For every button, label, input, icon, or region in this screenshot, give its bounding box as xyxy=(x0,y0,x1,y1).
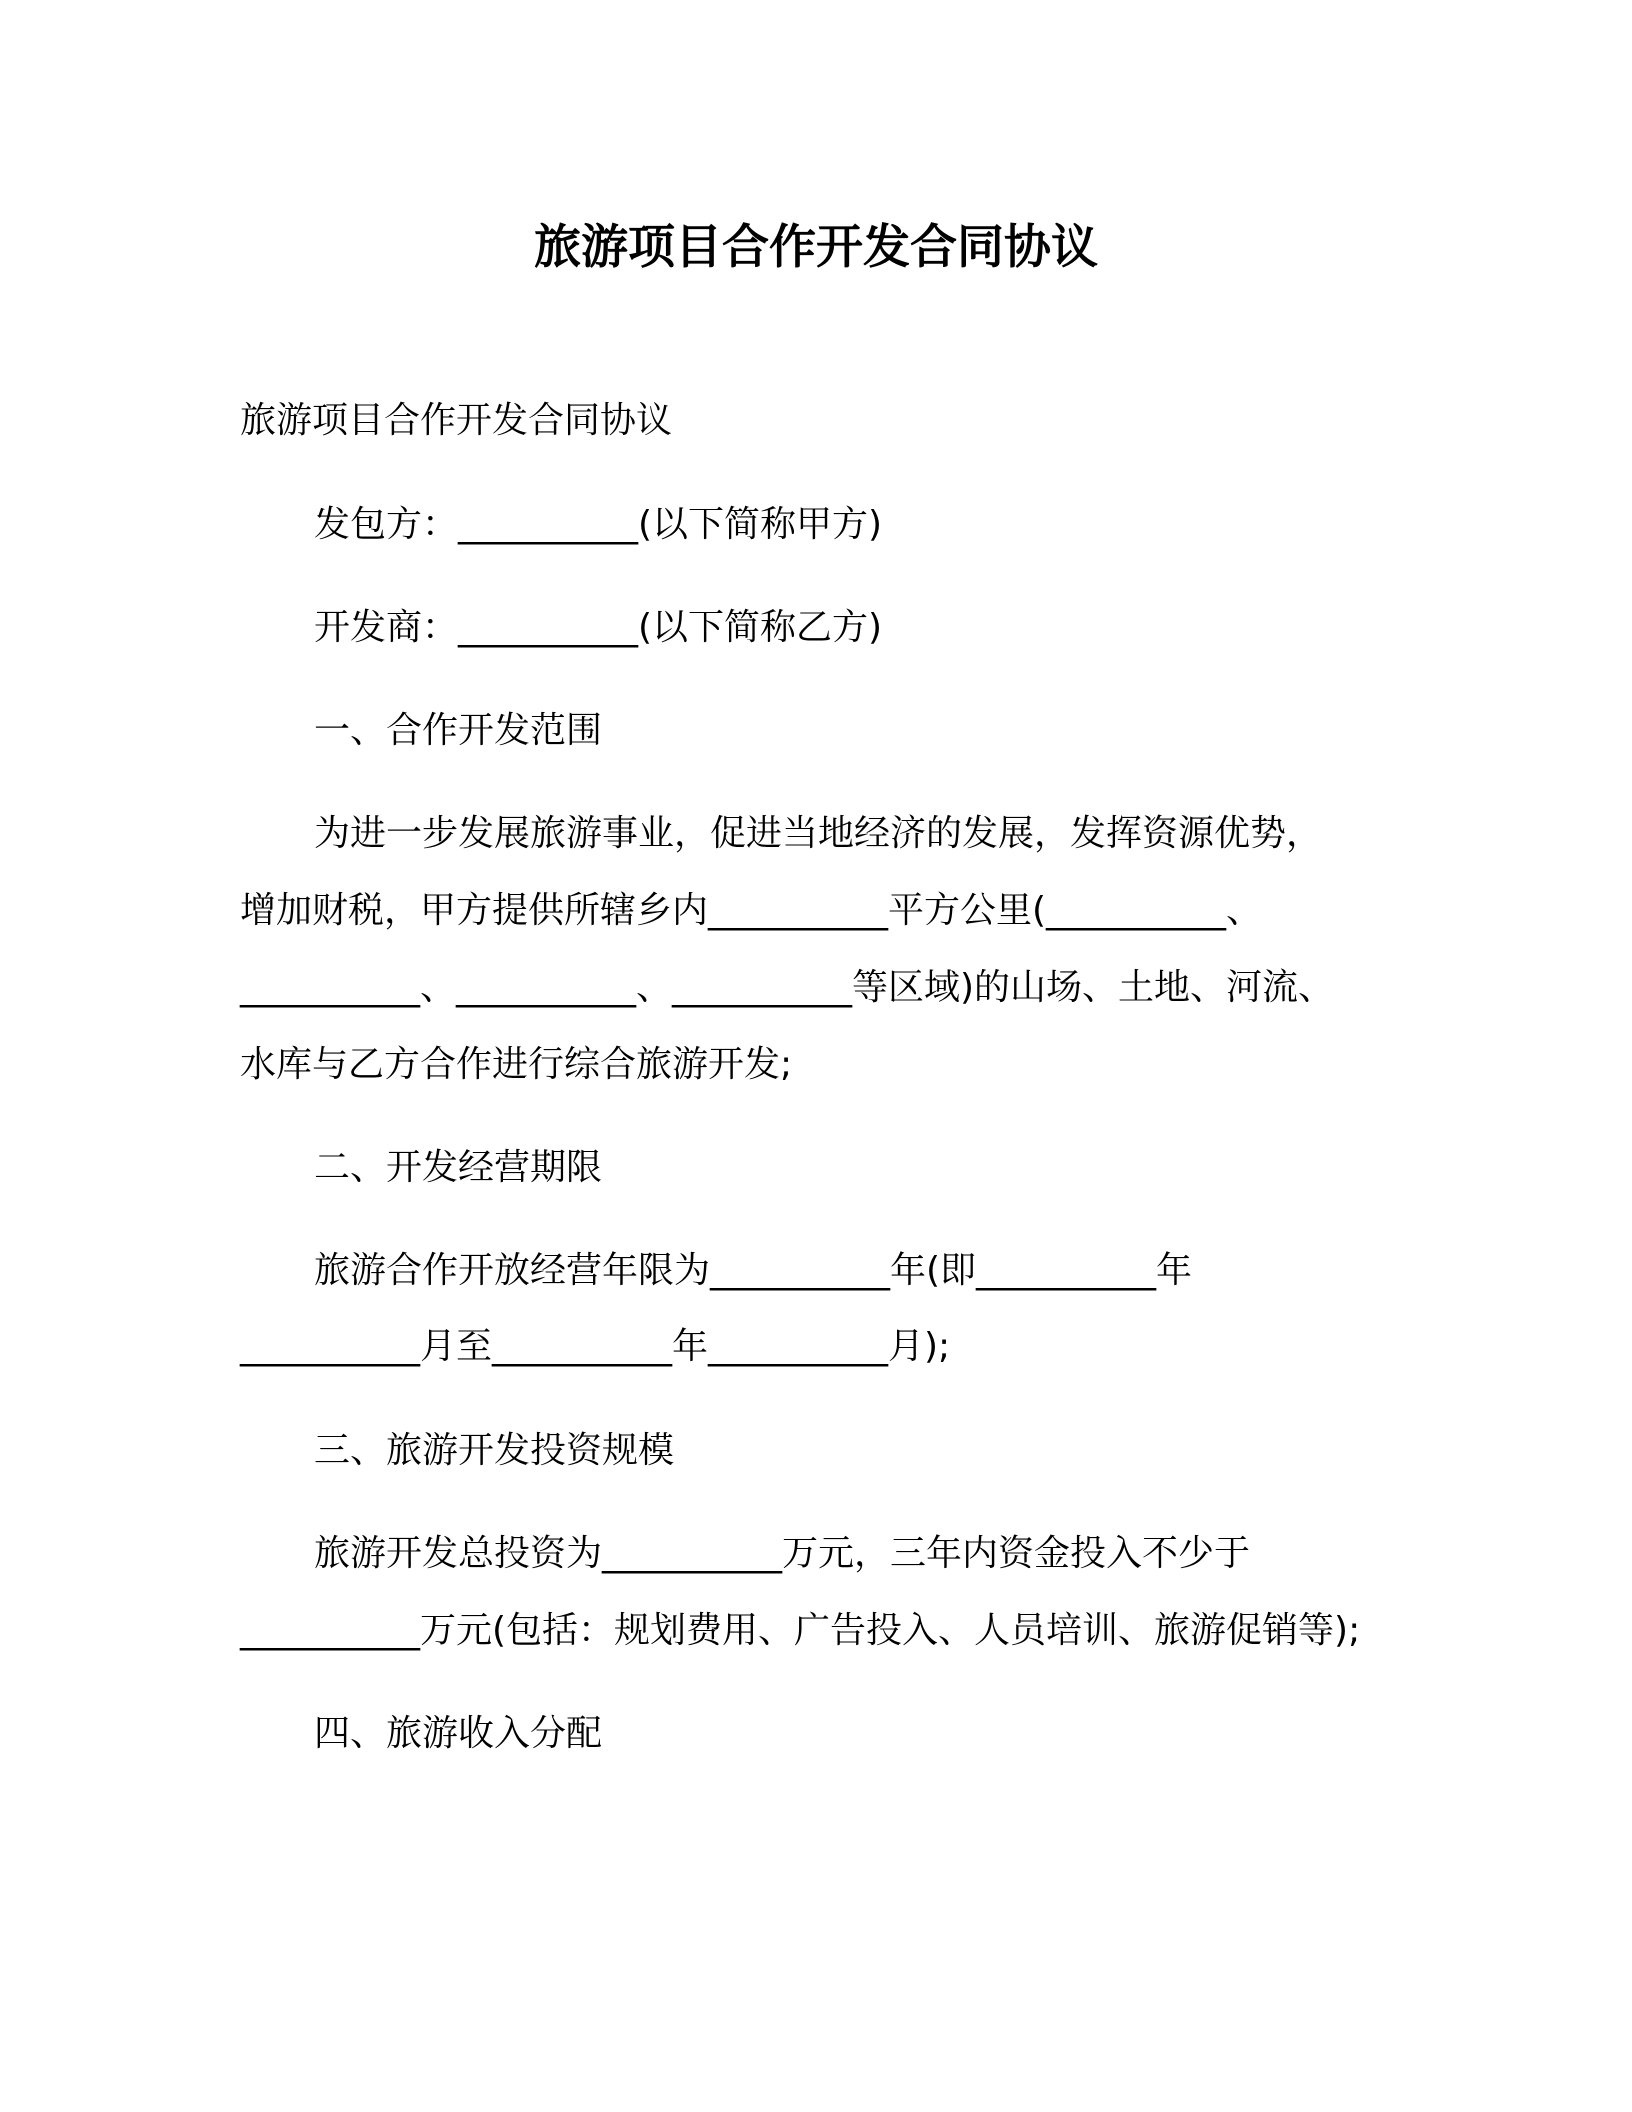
subtitle-line: 旅游项目合作开发合同协议 xyxy=(240,400,673,441)
section-4-heading: 四、旅游收入分配 xyxy=(314,1713,603,1754)
section-1-paragraph-line-4: 水库与乙方合作进行综合旅游开发; xyxy=(240,1044,793,1085)
section-3-heading: 三、旅游开发投资规模 xyxy=(314,1430,675,1471)
section-3-paragraph-line-1: 旅游开发总投资为__________万元，三年内资金投入不少于 xyxy=(314,1533,1251,1574)
section-1-heading: 一、合作开发范围 xyxy=(314,710,603,751)
section-3-paragraph-line-2: __________万元(包括：规划费用、广告投入、人员培训、旅游促销等); xyxy=(240,1610,1361,1651)
section-2-heading: 二、开发经营期限 xyxy=(314,1147,603,1188)
section-2-paragraph-line-2: __________月至__________年__________月); xyxy=(240,1326,951,1367)
section-2-paragraph-line-1: 旅游合作开放经营年限为__________年(即__________年 xyxy=(314,1250,1193,1291)
party-a-line: 发包方：__________(以下简称甲方) xyxy=(314,504,883,545)
section-1-paragraph-line-2: 增加财税，甲方提供所辖乡内__________平方公里(__________、 xyxy=(240,890,1263,931)
document-title: 旅游项目合作开发合同协议 xyxy=(534,220,1098,275)
section-1-paragraph-line-3: __________、__________、__________等区域)的山场、土地、河流、 xyxy=(240,967,1335,1008)
party-b-line: 开发商：__________(以下简称乙方) xyxy=(314,607,883,648)
section-1-paragraph-line-1: 为进一步发展旅游事业，促进当地经济的发展，发挥资源优势， xyxy=(314,813,1323,854)
